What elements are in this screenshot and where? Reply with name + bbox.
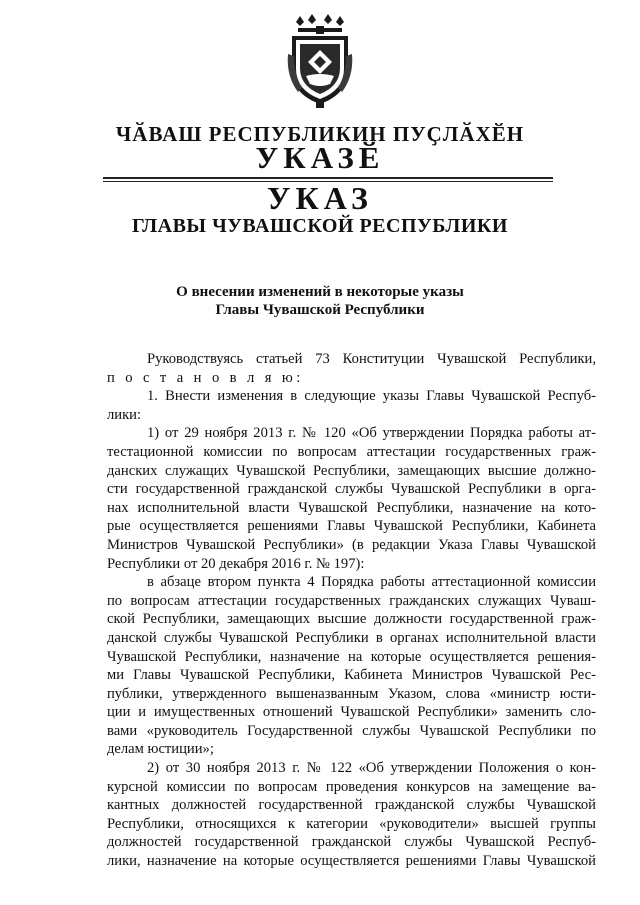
body-line: нах исполнительной власти Чувашской Республики, назначение на кото- [107, 499, 596, 516]
body-line: Министров Чувашской Республики» (в редакции Указа Главы Чувашской [107, 536, 596, 553]
body-line: Руководствуясь статьей 73 Конституции Чувашской Республики, [147, 351, 596, 367]
subject-line: О внесении изменений в некоторые указы [176, 284, 464, 300]
body-line: лики: [107, 406, 142, 423]
body-line: курсной комиссии по вопросам проведения конкурсов на замещение ва- [107, 778, 596, 795]
coat-of-arms-emblem [286, 14, 354, 110]
body-line: лики, назначение на которые осуществляется решениями Главы Чувашской [107, 853, 596, 870]
body-line: Республики, относящихся к категории «руководители» высшей группы [107, 815, 596, 832]
header-divider [103, 177, 553, 179]
body-line: делам юстиции»; [107, 741, 214, 758]
body-line: п о с т а н о в л я ю: [107, 369, 304, 386]
body-line: Чувашской Республики, назначение на которые осуществляется решения- [107, 648, 596, 665]
body-line: должностей государственной гражданской службы Чувашской Респуб- [107, 834, 596, 851]
body-line: рые осуществляется решениями Главы Чувашской Республики, Кабинета [107, 518, 596, 535]
body-line: ской Республики, замещающих высшие должности государственной граж- [107, 611, 596, 628]
body-line: 1. Внести изменения в следующие указы Главы Чувашской Респуб- [147, 388, 596, 405]
document-issuer: ГЛАВЫ ЧУВАШСКОЙ РЕСПУБЛИКИ [132, 215, 508, 237]
body-line: Республики от 20 декабря 2016 г. № 197): [107, 555, 365, 572]
chuvash-decree-word: УКАЗӖ [255, 140, 385, 175]
body-line: ции и имущественных отношений Чувашской Республики» заменить сло- [107, 704, 596, 721]
subject-line: Главы Чувашской Республики [215, 302, 425, 318]
body-line: вами «руководитель Государственной службы Чувашской Республики по [107, 722, 596, 739]
body-line: ми Главы Чувашской Республики, Кабинета Министров Чувашской Рес- [107, 667, 596, 684]
body-line: тестационной комиссии по вопросам аттестации государственных граж- [107, 443, 596, 460]
body-line: кантных должностей государственной гражданской службы Чувашской [107, 797, 596, 814]
document-body [107, 350, 596, 871]
body-line: данской службы Чувашской Республики в органах исполнительной власти [107, 629, 596, 646]
document-type-title: УКАЗ [267, 180, 373, 216]
body-line: по вопросам аттестации государственных гражданских служащих Чуваш- [107, 592, 596, 609]
body-line: данских служащих Чувашской Республики, замещающих высшие должно- [107, 462, 596, 479]
body-line: сти государственной гражданской службы Чувашской Республики в орга- [107, 481, 596, 498]
body-line: 2) от 30 ноября 2013 г. № 122 «Об утверждении Положения о кон- [147, 760, 596, 777]
chuvash-header-title: ЧӐВАШ РЕСПУБЛИКИН ПУҪЛӐХӖН [115, 122, 525, 146]
body-line: 1) от 29 ноября 2013 г. № 120 «Об утверждении Порядка работы ат- [147, 425, 596, 442]
body-line: публики, утвержденного вышеназванным Указом, слова «министр юсти- [107, 685, 596, 702]
body-line: в абзаце втором пункта 4 Порядка работы аттестационной комиссии [147, 574, 596, 591]
document-subject [0, 283, 640, 319]
